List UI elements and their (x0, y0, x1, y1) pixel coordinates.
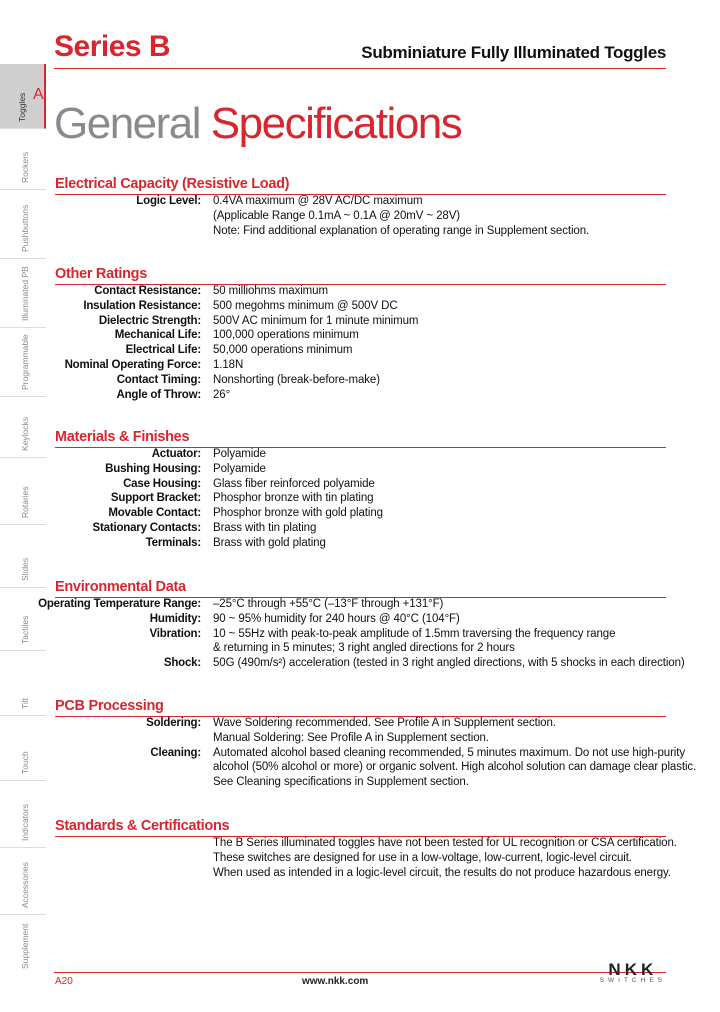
category-tab-strip (0, 64, 46, 975)
spec-label: Electrical Life: (125, 344, 201, 357)
tab-accessories[interactable] (0, 848, 46, 915)
spec-label: Contact Timing: (116, 373, 201, 386)
spec-value: See Cleaning specifications in Supplement section. (213, 776, 469, 789)
spec-row (55, 284, 666, 299)
spec-label: Terminals: (145, 536, 201, 549)
tab-rotaries[interactable] (0, 458, 46, 525)
tab-slides[interactable] (0, 525, 46, 588)
spec-value: Nonshorting (break-before-make) (213, 373, 380, 386)
spec-row (55, 491, 666, 506)
tab-label: Tilt (20, 697, 30, 709)
spec-label: Mechanical Life: (114, 329, 201, 342)
spec-label: Humidity: (149, 612, 201, 625)
tab-label: Accessories (20, 862, 30, 908)
spec-label: Insulation Resistance: (83, 299, 201, 312)
spec-row (55, 447, 666, 462)
spec-row (55, 373, 666, 388)
tab-tilt[interactable] (0, 651, 46, 716)
tab-keylocks[interactable] (0, 397, 46, 458)
spec-row (55, 612, 666, 627)
tab-label: Programmable (20, 334, 30, 390)
spec-row (55, 477, 666, 492)
spec-value: These switches are designed for use in a low-voltage, low-current, logic-level circuit. (213, 851, 632, 864)
page-title-general: General (54, 99, 201, 148)
spec-row (55, 299, 666, 314)
spec-value: 100,000 operations minimum (213, 329, 359, 342)
tab-toggles[interactable] (0, 64, 46, 129)
section-heading-materials: Materials & Finishes (55, 429, 190, 445)
spec-row (55, 641, 666, 656)
spec-value: 90 ~ 95% humidity for 240 hours @ 40°C (104°F) (213, 612, 460, 625)
footer-rule (54, 972, 666, 973)
logo-tagline: SWITCHES (599, 977, 666, 984)
tab-label: Slides (20, 557, 30, 581)
spec-value: Wave Soldering recommended. See Profile A in Supplement section. (213, 717, 556, 729)
spec-value: –25°C through +55°C (–13°F through +131°F) (213, 598, 444, 610)
spec-label: Shock: (163, 657, 201, 670)
spec-value: (Applicable Range 0.1mA ~ 0.1A @ 20mV ~ 28V) (213, 209, 461, 222)
spec-row (55, 314, 666, 329)
section-heading-other: Other Ratings (55, 266, 147, 282)
spec-label: Movable Contact: (108, 507, 201, 520)
tab-rockers[interactable] (0, 129, 46, 190)
spec-value: Glass fiber reinforced polyamide (213, 477, 375, 490)
logo-wordmark: NKK (608, 960, 658, 979)
tab-label: Rotaries (20, 486, 30, 518)
page-number: A20 (55, 976, 73, 987)
spec-label: Soldering: (146, 717, 201, 729)
nkk-logo (600, 960, 666, 984)
spec-value: 500V AC minimum for 1 minute minimum (213, 314, 419, 327)
spec-label: Stationary Contacts: (92, 522, 201, 534)
section-heading-environmental: Environmental Data (55, 579, 186, 595)
spec-label: Dielectric Strength: (98, 314, 201, 327)
tab-label: Toggles (17, 92, 27, 122)
spec-row (55, 462, 666, 477)
series-title: Series B (54, 30, 171, 63)
spec-value: Polyamide (213, 448, 266, 460)
tab-label: Touch (20, 751, 30, 774)
spec-row (55, 194, 666, 209)
spec-row (55, 224, 666, 239)
tab-pushbuttons[interactable] (0, 190, 46, 259)
spec-value: Phosphor bronze with gold plating (213, 507, 383, 520)
spec-row (55, 746, 685, 761)
spec-value: 1.18N (213, 359, 244, 371)
spec-value: 50,000 operations minimum (213, 344, 353, 357)
spec-row (38, 597, 666, 612)
section-letter: A (33, 86, 44, 103)
spec-label: Bushing Housing: (105, 462, 201, 475)
spec-row (55, 328, 666, 343)
spec-value: alcohol (50% alcohol or more) or organic solvent. High alcohol solution can damage clear plastic. (213, 761, 697, 774)
spec-row (55, 851, 666, 866)
section-heading-pcb: PCB Processing (55, 698, 164, 714)
tab-supplement[interactable] (0, 915, 46, 975)
spec-value: Brass with tin plating (213, 522, 317, 534)
spec-label: Contact Resistance: (94, 285, 201, 297)
section-heading-standards: Standards & Certifications (55, 818, 230, 834)
tab-label: Keylocks (20, 416, 30, 451)
spec-row (55, 506, 666, 521)
tab-label: Tactiles (20, 615, 30, 644)
spec-value: Note: Find additional explanation of operating range in Supplement section. (213, 224, 590, 237)
spec-row (55, 521, 666, 536)
spec-value: 50 milliohms maximum (213, 285, 328, 297)
tab-programmable[interactable] (0, 328, 46, 397)
spec-row (55, 388, 666, 403)
tab-touch[interactable] (0, 716, 46, 781)
spec-label: Support Bracket: (110, 492, 201, 505)
spec-row (55, 775, 666, 790)
spec-value: Phosphor bronze with tin plating (213, 492, 374, 505)
spec-row (55, 836, 677, 851)
header-rule (54, 68, 666, 69)
spec-value: Manual Soldering: See Profile A in Supplement section. (213, 731, 489, 744)
page-title (54, 96, 461, 152)
spec-row (55, 866, 671, 881)
spec-value: Brass with gold plating (213, 536, 326, 549)
tab-label: Illuminated PB (20, 266, 30, 321)
spec-row (55, 343, 666, 358)
spec-label: Cleaning: (150, 746, 201, 759)
product-subtitle: Subminiature Fully Illuminated Toggles (361, 43, 666, 62)
section-heading-electrical: Electrical Capacity (Resistive Load) (55, 176, 290, 192)
tab-label: Pushbuttons (20, 204, 30, 252)
spec-row (55, 760, 697, 775)
tab-indicators[interactable] (0, 781, 46, 848)
spec-label: Logic Level: (136, 195, 201, 207)
tab-label: Supplement (20, 923, 30, 969)
spec-value: & returning in 5 minutes; 3 right angled directions for 2 hours (213, 642, 515, 655)
spec-label: Vibration: (149, 627, 201, 640)
spec-value: Automated alcohol based cleaning recommended, 5 minutes maximum. Do not use high-purity (213, 746, 685, 759)
spec-label: Actuator: (151, 448, 201, 460)
website-link[interactable]: www.nkk.com (302, 976, 369, 987)
spec-label: Angle of Throw: (116, 388, 201, 401)
spec-label: Operating Temperature Range: (38, 598, 201, 610)
spec-value: When used as intended in a logic-level circuit, the results do not produce hazardous energy. (213, 866, 671, 879)
spec-label: Nominal Operating Force: (64, 359, 201, 371)
spec-value: Polyamide (213, 462, 266, 475)
spec-row (55, 209, 666, 224)
spec-row (55, 656, 685, 671)
spec-row (55, 627, 666, 642)
tab-illuminated-pb[interactable] (0, 259, 46, 328)
spec-value: 0.4VA maximum @ 28V AC/DC maximum (213, 195, 423, 207)
tab-label: Indicators (20, 804, 30, 841)
spec-label: Case Housing: (123, 477, 201, 490)
spec-value: 26° (213, 388, 231, 401)
page-title-specifications: Specifications (210, 99, 462, 148)
tab-label: Rockers (20, 151, 30, 183)
spec-value: The B Series illuminated toggles have not been tested for UL recognition or CSA certification. (213, 837, 677, 849)
spec-value: 10 ~ 55Hz with peak-to-peak amplitude of 1.5mm traversing the frequency range (213, 627, 616, 640)
spec-row (55, 358, 666, 373)
spec-row (55, 536, 666, 551)
spec-row (55, 731, 666, 746)
spec-value: 50G (490m/s²) acceleration (tested in 3 right angled directions, with 5 shocks in each direction) (213, 657, 685, 670)
spec-value: 500 megohms minimum @ 500V DC (213, 299, 398, 312)
spec-row (55, 716, 666, 731)
